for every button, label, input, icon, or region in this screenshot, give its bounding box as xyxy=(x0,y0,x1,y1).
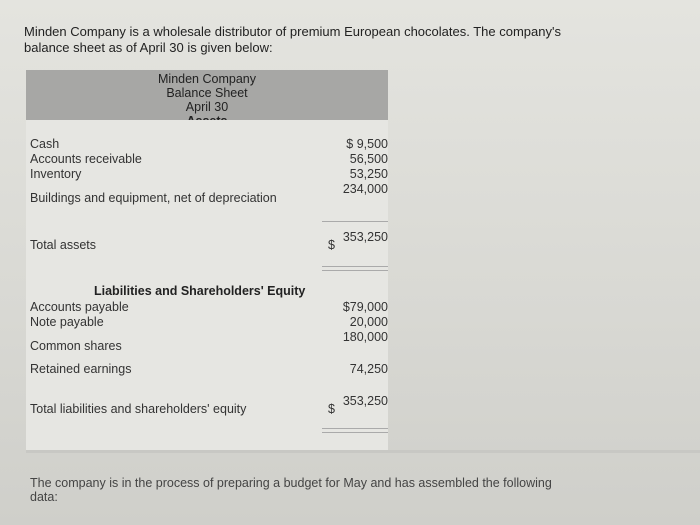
equity-label-retained-earnings: Retained earnings xyxy=(30,362,132,376)
statement-title: Balance Sheet xyxy=(166,86,248,100)
asset-label-cash: Cash xyxy=(30,137,60,151)
asset-label-receivable: Accounts receivable xyxy=(30,152,142,166)
liabilities-heading: Liabilities and Shareholders' Equity xyxy=(94,284,306,298)
asset-label-inventory: Inventory xyxy=(30,167,82,181)
asset-value-receivable: 56,500 xyxy=(349,152,388,166)
liability-value-note-payable: 20,000 xyxy=(349,315,388,329)
total-liabilities-double-rule-2 xyxy=(322,432,388,433)
asset-label-buildings: Buildings and equipment, net of depreciation xyxy=(30,191,277,205)
total-liabilities-value: 353,250 xyxy=(342,394,388,408)
asset-value-inventory: 53,250 xyxy=(349,167,388,181)
equity-value-retained-earnings: 74,250 xyxy=(349,362,388,376)
equity-label-common-shares: Common shares xyxy=(30,339,122,353)
equity-value-common-shares: 180,000 xyxy=(342,330,388,344)
section-divider xyxy=(26,450,700,453)
asset-value-cash: $ 9,500 xyxy=(346,137,388,151)
total-liabilities-double-rule-1 xyxy=(322,428,388,429)
total-assets-double-rule-2 xyxy=(322,270,388,271)
total-assets-dollar: $ xyxy=(328,238,335,252)
total-assets-label: Total assets xyxy=(30,238,97,252)
assets-subtotal-rule xyxy=(322,221,388,222)
total-assets-value: 353,250 xyxy=(342,230,388,244)
statement-date: April 30 xyxy=(185,100,229,114)
footer-paragraph: The company is in the process of preparing a budget for May and has assembled the following data: xyxy=(30,476,552,504)
liability-value-accounts-payable: $79,000 xyxy=(342,300,388,314)
total-liabilities-dollar: $ xyxy=(328,402,335,416)
total-liabilities-label: Total liabilities and shareholders' equity xyxy=(30,402,247,416)
liability-label-accounts-payable: Accounts payable xyxy=(30,300,129,314)
company-name: Minden Company xyxy=(158,72,256,86)
asset-value-buildings: 234,000 xyxy=(342,182,388,196)
total-assets-double-rule-1 xyxy=(322,266,388,267)
intro-paragraph: Minden Company is a wholesale distributor of premium European chocolates. The company's balance sheet as of April 30 is given below: xyxy=(24,24,561,55)
liability-label-note-payable: Note payable xyxy=(30,315,104,329)
